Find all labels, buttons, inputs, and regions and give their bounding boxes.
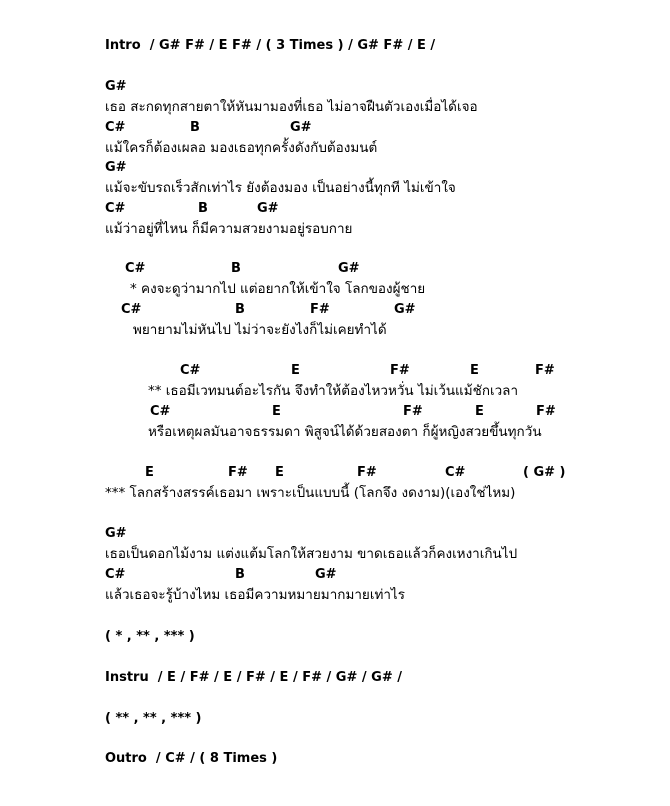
chord: F# — [403, 404, 423, 419]
chord: G# — [105, 526, 127, 541]
chord: C# — [105, 567, 126, 582]
instru-line: Instru / E / F# / E / F# / E / F# / G# / G# / — [105, 670, 402, 685]
chord: F# — [390, 363, 410, 378]
chord: G# — [338, 261, 360, 276]
chord: C# — [150, 404, 171, 419]
lyric-line: พยายามไม่หันไป ไม่ว่าจะยังไงก็ไม่เคยทำได้ — [133, 322, 387, 338]
chord: E — [275, 465, 284, 480]
chord: B — [231, 261, 241, 276]
lyric-line: หรือเหตุผลมันอาจธรรมดา พิสูจน์ได้ด้วยสองตา ก็ผู้หญิงสวยขึ้นทุกวัน — [148, 424, 542, 440]
chord: G# — [105, 79, 127, 94]
chord: E — [470, 363, 479, 378]
chord: G# — [257, 201, 279, 216]
lyric-line: *** โลกสร้างสรรค์เธอมา เพราะเป็นแบบนี้ (โลกจึง งดงาม)(เองใช่ไหม) — [105, 485, 516, 501]
chord: C# — [105, 120, 126, 135]
chord: G# — [290, 120, 312, 135]
lyric-line: แม้ใครก็ต้องเผลอ มองเธอทุกครั้งดังกับต้องมนต์ — [105, 140, 378, 156]
chord: E — [291, 363, 300, 378]
chord: F# — [536, 404, 556, 419]
lyric-line: * คงจะดูว่ามากไป แต่อยากให้เข้าใจ โลกของผู้ชาย — [130, 281, 426, 297]
lyric-line: ** เธอมีเวทมนต์อะไรกัน จึงทำให้ต้องไหวหวั่น ไม่เว้นแม้ชักเวลา — [148, 383, 519, 399]
chord: F# — [310, 302, 330, 317]
lyric-line: เธอ สะกดทุกสายตาให้หันมามองที่เธอ ไม่อาจฝืนตัวเองเมื่อได้เจอ — [105, 99, 478, 115]
chord: F# — [535, 363, 555, 378]
chord: C# — [125, 261, 146, 276]
chord: G# — [394, 302, 416, 317]
chord: B — [190, 120, 200, 135]
outro-line: Outro / C# / ( 8 Times ) — [105, 751, 278, 766]
chord: ( G# ) — [523, 465, 566, 480]
repeat-marker: ( * , ** , *** ) — [105, 629, 195, 644]
chord: C# — [105, 201, 126, 216]
lyric-line: แม้ว่าอยู่ที่ไหน ก็มีความสวยงามอยู่รอบกาย — [105, 221, 353, 237]
chord: E — [145, 465, 154, 480]
intro-line: Intro / G# F# / E F# / ( 3 Times ) / G# F# / E / — [105, 38, 436, 53]
chord: F# — [228, 465, 248, 480]
chord: B — [198, 201, 208, 216]
chord: C# — [121, 302, 142, 317]
chord: G# — [105, 160, 127, 175]
lyric-line: แม้จะขับรถเร็วสักเท่าไร ยังต้องมอง เป็นอย่างนี้ทุกที ไม่เข้าใจ — [105, 180, 456, 196]
chord: C# — [180, 363, 201, 378]
chord: F# — [357, 465, 377, 480]
lyric-line: แล้วเธอจะรู้บ้างไหม เธอมีความหมายมากมายเท่าไร — [105, 587, 405, 603]
chord: G# — [315, 567, 337, 582]
chord: B — [235, 567, 245, 582]
chord: C# — [445, 465, 466, 480]
chord: B — [235, 302, 245, 317]
repeat-marker: ( ** , ** , *** ) — [105, 711, 202, 726]
chord: E — [475, 404, 484, 419]
lyric-line: เธอเป็นดอกไม้งาม แต่งแต้มโลกให้สวยงาม ขาดเธอแล้วก็คงเหงาเกินไป — [105, 546, 518, 562]
chord: E — [272, 404, 281, 419]
